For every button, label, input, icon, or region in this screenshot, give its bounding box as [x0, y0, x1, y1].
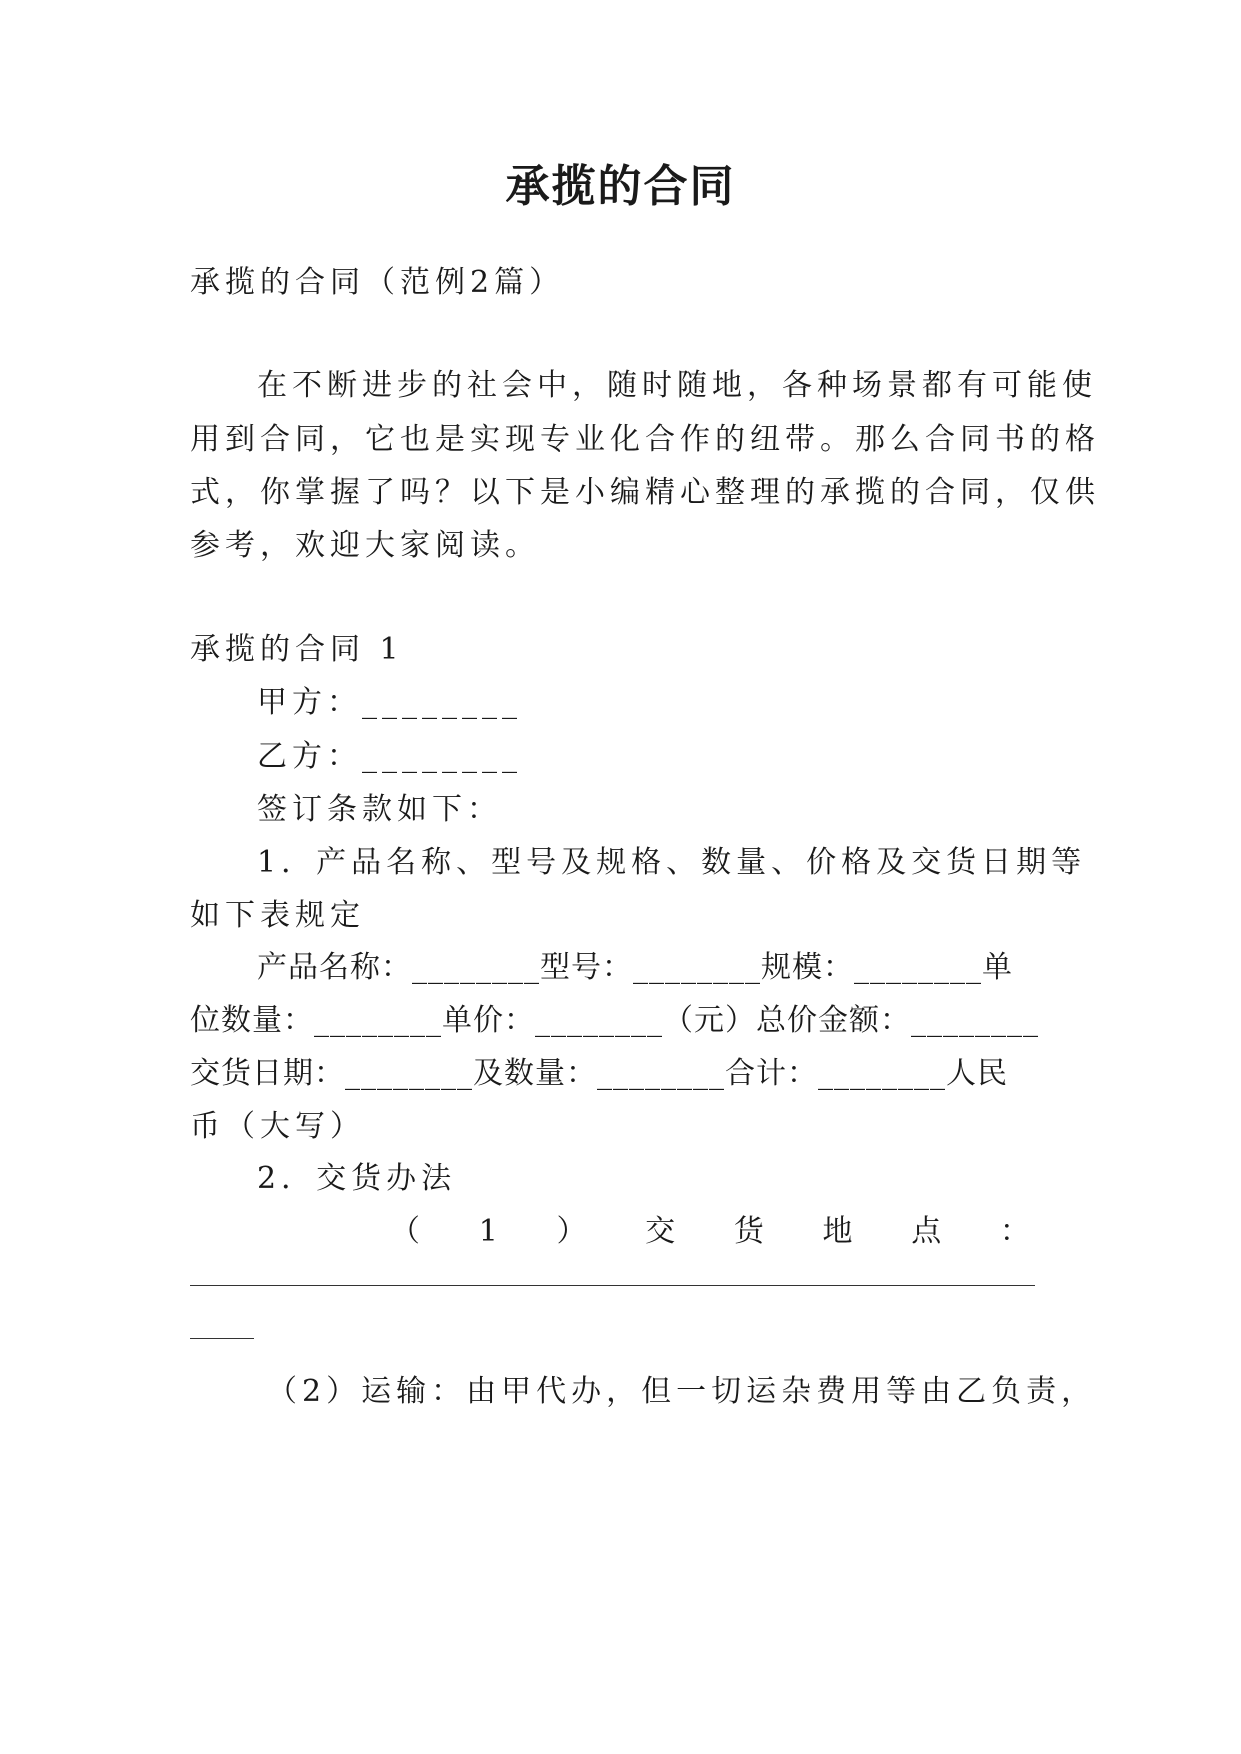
intro-line-4: 参考，欢迎大家阅读。 — [190, 528, 540, 563]
product-line-1: 产品名称：________型号：________规模：________单 — [257, 950, 1013, 985]
intro-line-3: 式，你掌握了吗？以下是小编精心整理的承揽的合同，仅供 — [190, 475, 1100, 510]
delivery-place-blank-rule-end — [190, 1338, 254, 1339]
delivery-place-line — [390, 1212, 1030, 1252]
contract-1-heading: 承揽的合同 1 — [190, 632, 404, 667]
delivery-place-char: 交 — [645, 1214, 676, 1249]
intro-line-1: 在不断进步的社会中，随时随地，各种场景都有可能使 — [257, 368, 1097, 403]
transport-line: （2）运输：由甲代办，但一切运杂费用等由乙负责， — [267, 1374, 1097, 1409]
terms-intro: 签订条款如下： — [257, 792, 502, 827]
item-1-line-1: 1．产品名称、型号及规格、数量、价格及交货日期等 — [257, 845, 1087, 880]
subtitle: 承揽的合同（范例2篇） — [190, 265, 565, 300]
delivery-place-char: 地 — [822, 1214, 853, 1249]
document-title: 承揽的合同 — [505, 161, 736, 212]
delivery-place-char: ） — [556, 1214, 587, 1249]
delivery-place-char: 货 — [733, 1214, 764, 1249]
party-a-line: 甲方：________ — [257, 685, 522, 720]
product-line-2: 位数量：________单价：________（元）总价金额：________ — [190, 1003, 1039, 1038]
item-2-heading: 2．交货办法 — [257, 1161, 457, 1196]
delivery-place-char: （ — [390, 1214, 420, 1249]
party-b-line: 乙方：________ — [257, 739, 522, 774]
delivery-place-char: 1 — [478, 1214, 498, 1249]
intro-line-2: 用到合同，它也是实现专业化合作的纽带。那么合同书的格 — [190, 422, 1100, 457]
delivery-place-blank-rule — [190, 1285, 1035, 1286]
product-line-3: 交货日期：________及数量：________合计：________人民 — [190, 1056, 1008, 1091]
delivery-place-char: 点 — [911, 1214, 942, 1249]
product-line-4: 币（大写） — [190, 1109, 365, 1144]
delivery-place-char: ： — [999, 1214, 1030, 1249]
item-1-line-2: 如下表规定 — [190, 898, 365, 933]
